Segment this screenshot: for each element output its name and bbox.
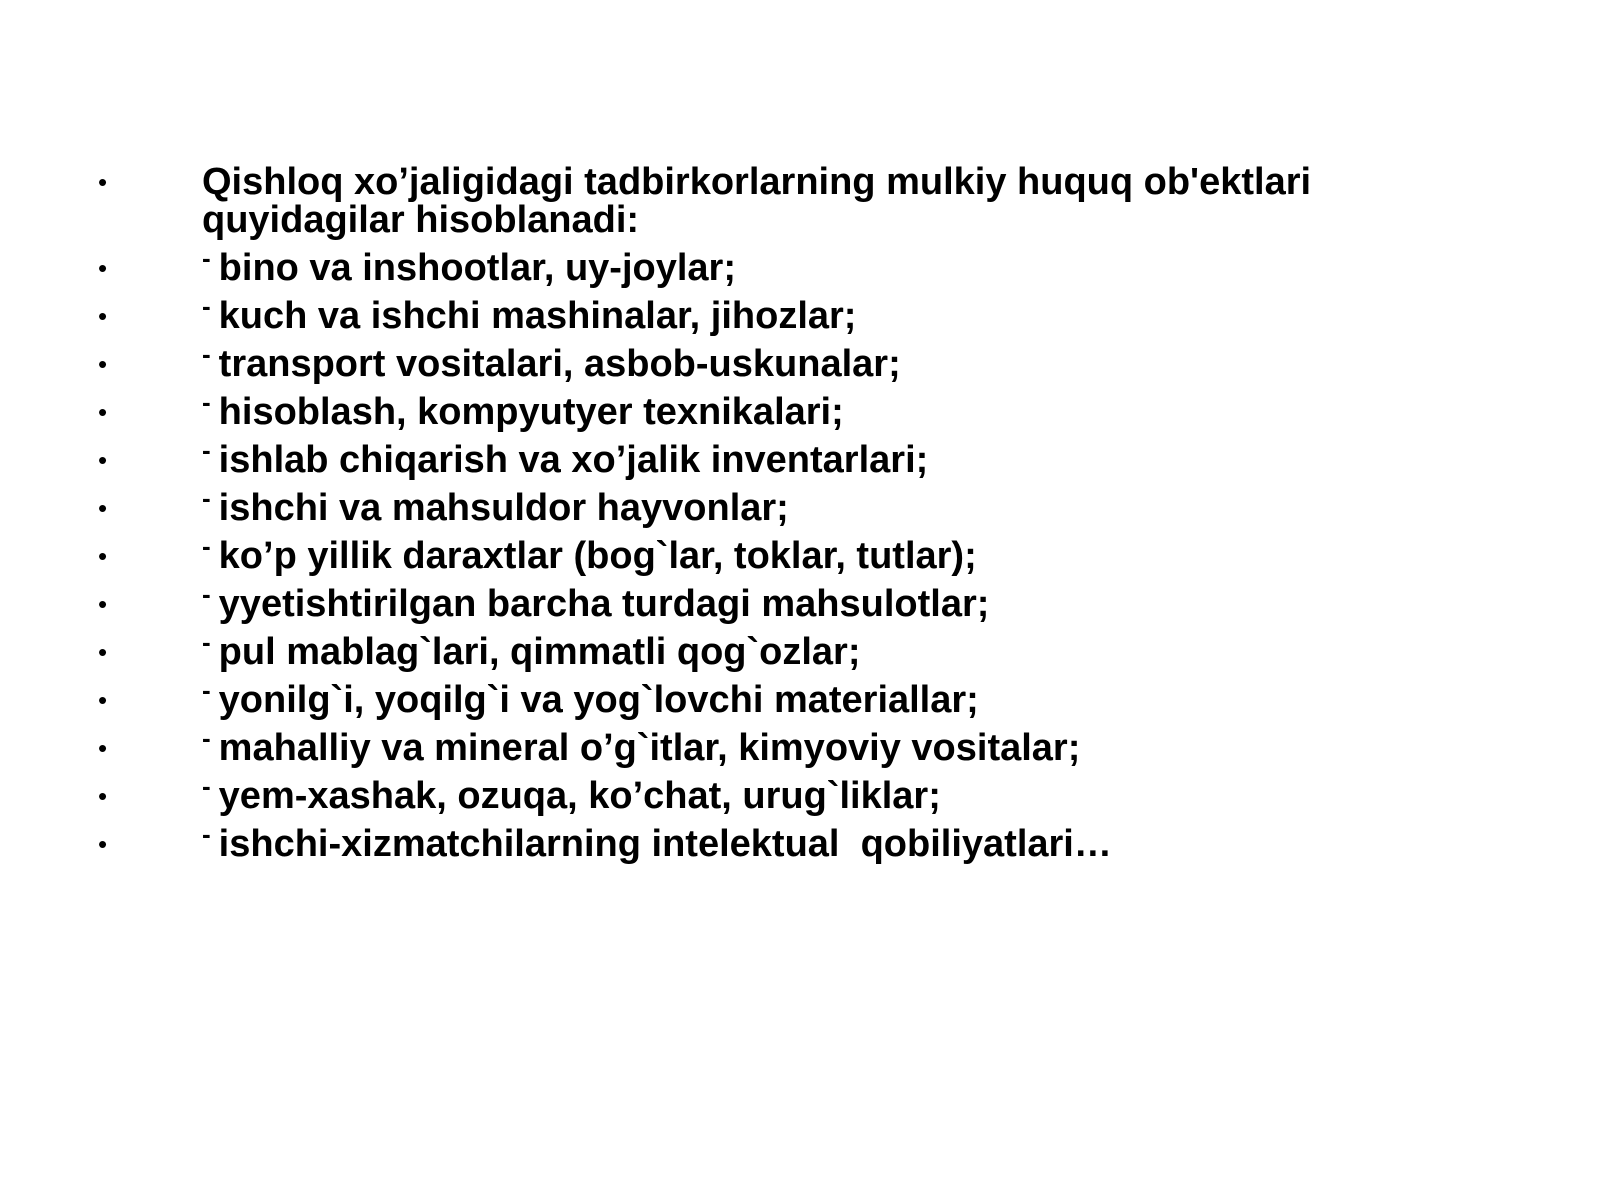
list-item-label: bino va inshootlar, uy-joylar; [218, 247, 736, 289]
intro-item [98, 163, 1518, 239]
bullet-icon: • [98, 301, 108, 331]
bullet-icon: • [98, 637, 108, 667]
dash-icon: - [202, 387, 211, 417]
bullet-icon: • [98, 685, 108, 715]
list-item [98, 531, 1518, 577]
list-item [98, 819, 1518, 865]
bullet-icon: • [98, 349, 108, 379]
bullet-icon: • [98, 253, 108, 283]
dash-icon: - [202, 579, 211, 609]
dash-icon: - [202, 483, 211, 513]
list-item-label: ko’p yillik daraxtlar (bog`lar, toklar, tutlar); [218, 535, 977, 577]
list-item [98, 627, 1518, 673]
list-item [98, 435, 1518, 481]
list-item [98, 723, 1518, 769]
list-item-label: kuch va ishchi mashinalar, jihozlar; [218, 295, 857, 337]
list-item [98, 387, 1518, 433]
intro-text: Qishloq xo’jaligidagi tadbirkorlarning mulkiy huquq ob'ektlari quyidagilar hisoblanadi: [202, 161, 1312, 241]
list-item-label: pul mablag`lari, qimmatli qog`ozlar; [218, 631, 861, 673]
list-item-label: ishlab chiqarish va xo’jalik inventarlari; [218, 439, 929, 481]
dash-icon: - [202, 819, 211, 849]
list-item-label: ishchi-xizmatchilarning intelektual qobiliyatlari… [218, 823, 1112, 865]
dash-icon: - [202, 339, 211, 369]
bullet-icon: • [98, 397, 108, 427]
dash-icon: - [202, 243, 211, 273]
list-item [98, 339, 1518, 385]
list-item [98, 579, 1518, 625]
bullet-icon: • [98, 733, 108, 763]
list-item-label: transport vositalari, asbob-uskunalar; [218, 343, 901, 385]
list-item-label: mahalliy va mineral o’g`itlar, kimyoviy vositalar; [218, 727, 1081, 769]
bullet-list [98, 163, 1518, 873]
dash-icon: - [202, 291, 211, 321]
bullet-icon: • [98, 541, 108, 571]
dash-icon: - [202, 723, 211, 753]
bullet-icon: • [98, 445, 108, 475]
list-item-label: yem-xashak, ozuqa, ko’chat, urug`liklar; [218, 775, 941, 817]
list-item [98, 243, 1518, 289]
dash-icon: - [202, 627, 211, 657]
bullet-icon: • [98, 493, 108, 523]
dash-icon: - [202, 531, 211, 561]
list-item [98, 771, 1518, 817]
bullet-icon: • [98, 781, 108, 811]
list-item [98, 483, 1518, 529]
list-item [98, 291, 1518, 337]
list-item-label: yonilg`i, yoqilg`i va yog`lovchi materiallar; [218, 679, 979, 721]
dash-icon: - [202, 771, 211, 801]
dash-icon: - [202, 435, 211, 465]
bullet-icon: • [98, 589, 108, 619]
list-item-label: yyetishtirilgan barcha turdagi mahsulotlar; [218, 583, 990, 625]
list-item-label: ishchi va mahsuldor hayvonlar; [218, 487, 789, 529]
bullet-icon: • [98, 829, 108, 859]
list-item [98, 675, 1518, 721]
bullet-icon: • [98, 167, 108, 197]
dash-icon: - [202, 675, 211, 705]
list-item-label: hisoblash, kompyutyer texnikalari; [218, 391, 844, 433]
